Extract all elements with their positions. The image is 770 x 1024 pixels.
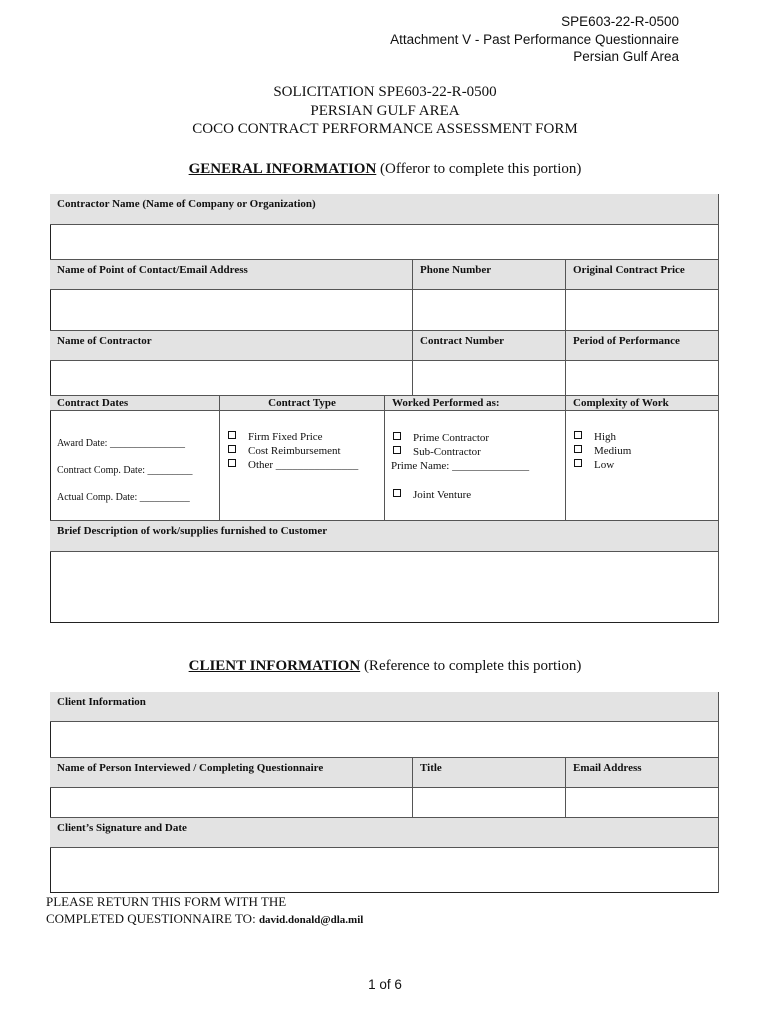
checkbox-icon[interactable] bbox=[228, 445, 236, 453]
return-line-1: PLEASE RETURN THIS FORM WITH THE bbox=[46, 894, 287, 909]
complexity-cell bbox=[566, 411, 719, 521]
checkbox-icon[interactable] bbox=[393, 489, 401, 497]
ffp-option[interactable]: Firm Fixed Price bbox=[228, 430, 323, 444]
title-label: Title bbox=[413, 758, 566, 788]
type-cell bbox=[220, 411, 385, 521]
sub-option[interactable]: Sub-Contractor bbox=[393, 445, 481, 459]
jv-option[interactable]: Joint Venture bbox=[393, 488, 471, 502]
solicitation-number: SPE603-22-R-0500 bbox=[561, 14, 679, 29]
general-section-heading bbox=[0, 161, 770, 178]
worked-cell bbox=[385, 411, 566, 521]
client-info-field[interactable] bbox=[50, 722, 719, 758]
document-header bbox=[390, 13, 679, 66]
medium-option[interactable]: Medium bbox=[574, 444, 631, 458]
worked-label: Worked Performed as: bbox=[385, 396, 566, 411]
orig-price-label: Original Contract Price bbox=[566, 260, 719, 290]
award-date-field[interactable]: Award Date: _______________ bbox=[57, 438, 185, 449]
phone-field[interactable] bbox=[413, 290, 566, 331]
return-email: david.donald@dla.mil bbox=[258, 914, 364, 926]
checkbox-icon[interactable] bbox=[228, 431, 236, 439]
client-info-label: Client Information bbox=[50, 692, 719, 722]
dates-cell bbox=[50, 411, 220, 521]
orig-price-field[interactable] bbox=[566, 290, 719, 331]
dates-label: Contract Dates bbox=[50, 396, 220, 411]
checkbox-icon[interactable] bbox=[228, 459, 236, 467]
poc-label: Name of Point of Contact/Email Address bbox=[50, 260, 413, 290]
period-field[interactable] bbox=[566, 361, 719, 396]
type-label: Contract Type bbox=[220, 396, 385, 411]
email-label: Email Address bbox=[566, 758, 719, 788]
attachment-title: Attachment V - Past Performance Questionnaire bbox=[390, 31, 679, 47]
signature-field[interactable] bbox=[50, 848, 719, 893]
contract-number-field[interactable] bbox=[413, 361, 566, 396]
general-note: (Offeror to complete this portion) bbox=[376, 161, 582, 177]
checkbox-icon[interactable] bbox=[574, 431, 582, 439]
contract-number-label: Contract Number bbox=[413, 331, 566, 361]
phone-label: Phone Number bbox=[413, 260, 566, 290]
complexity-label: Complexity of Work bbox=[566, 396, 719, 411]
low-option[interactable]: Low bbox=[574, 458, 614, 472]
contractor-name-field[interactable] bbox=[50, 225, 719, 260]
email-field[interactable] bbox=[566, 788, 719, 818]
checkbox-icon[interactable] bbox=[574, 459, 582, 467]
person-field[interactable] bbox=[50, 788, 413, 818]
client-note: (Reference to complete this portion) bbox=[360, 658, 582, 674]
period-label: Period of Performance bbox=[566, 331, 719, 361]
return-line-2: COMPLETED QUESTIONNAIRE TO: bbox=[46, 911, 259, 926]
signature-label: Client’s Signature and Date bbox=[50, 818, 719, 848]
checkbox-icon[interactable] bbox=[393, 446, 401, 454]
actual-date-field[interactable]: Actual Comp. Date: __________ bbox=[57, 492, 190, 503]
checkbox-icon[interactable] bbox=[574, 445, 582, 453]
form-titles bbox=[0, 83, 770, 139]
return-instructions bbox=[46, 893, 363, 929]
general-heading: GENERAL INFORMATION bbox=[188, 161, 377, 177]
high-option[interactable]: High bbox=[574, 430, 616, 444]
contractor-field[interactable] bbox=[50, 361, 413, 396]
prime-option[interactable]: Prime Contractor bbox=[393, 431, 489, 445]
contractor-label: Name of Contractor bbox=[50, 331, 413, 361]
person-label: Name of Person Interviewed / Completing Questionnaire bbox=[50, 758, 413, 788]
title-field[interactable] bbox=[413, 788, 566, 818]
brief-label: Brief Description of work/supplies furnished to Customer bbox=[50, 521, 719, 552]
brief-field[interactable] bbox=[50, 552, 719, 623]
client-heading: CLIENT INFORMATION bbox=[188, 658, 361, 674]
other-option[interactable]: Other _______________ bbox=[228, 458, 358, 472]
cost-reimb-option[interactable]: Cost Reimbursement bbox=[228, 444, 341, 458]
area-title: PERSIAN GULF AREA bbox=[310, 102, 460, 119]
poc-field[interactable] bbox=[50, 290, 413, 331]
comp-date-field[interactable]: Contract Comp. Date: _________ bbox=[57, 465, 193, 476]
prime-name-field[interactable]: Prime Name: ______________ bbox=[391, 460, 530, 472]
client-section-heading bbox=[0, 658, 770, 675]
area-name: Persian Gulf Area bbox=[573, 49, 679, 64]
page-number: 1 of 6 bbox=[368, 977, 402, 992]
solicitation-title: SOLICITATION SPE603-22-R-0500 bbox=[273, 84, 497, 100]
form-title: COCO CONTRACT PERFORMANCE ASSESSMENT FORM bbox=[192, 121, 578, 137]
checkbox-icon[interactable] bbox=[393, 432, 401, 440]
contractor-name-label: Contractor Name (Name of Company or Organization) bbox=[50, 194, 719, 225]
